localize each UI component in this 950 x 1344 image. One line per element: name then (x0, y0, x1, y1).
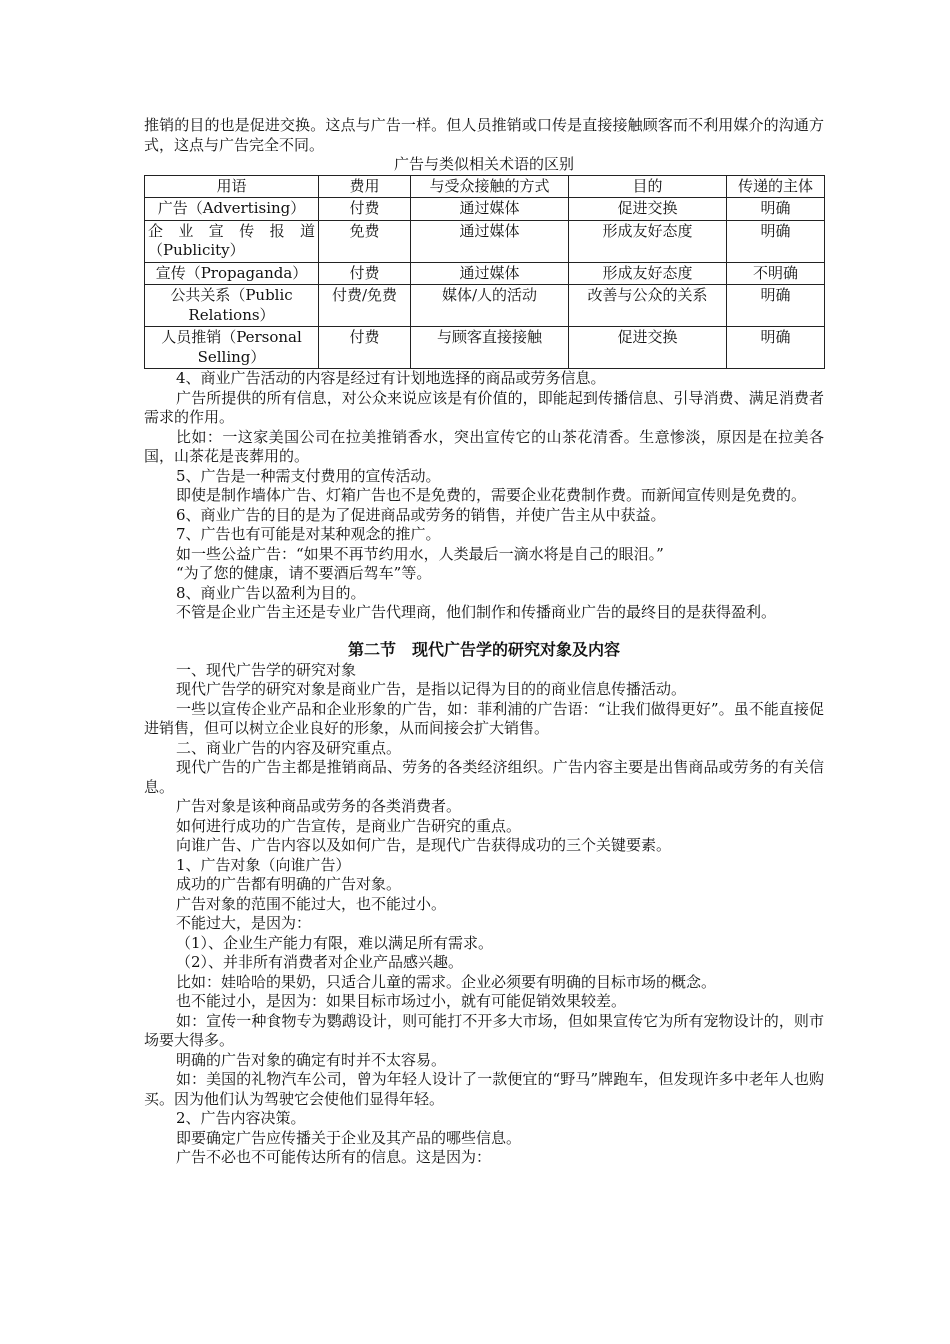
paragraph: 一些以宣传企业产品和企业形象的广告，如：菲利浦的广告语：“让我们做得更好”。虽不能直接促进销售，但可以树立企业良好的形象，从而间接会扩大销售。 (144, 699, 824, 737)
table-cell: 明确 (727, 198, 825, 221)
table-cell: 付费/免费 (319, 285, 411, 327)
paragraph: 广告所提供的所有信息，对公众来说应该是有价值的，即能起到传播信息、引导消费、满足消费者需求的作用。 (144, 388, 824, 426)
paragraph: “为了您的健康，请不要酒后驾车”等。 (176, 564, 432, 582)
header-cell-purpose: 目的 (569, 175, 727, 198)
table-cell: 明确 (727, 327, 825, 369)
table-cell: 付费 (319, 327, 411, 369)
table-row (145, 262, 825, 285)
table-row (145, 327, 825, 369)
paragraph: 一、现代广告学的研究对象 (176, 660, 357, 679)
table-cell: 免费 (319, 220, 411, 262)
table-cell: 与顾客直接接触 (411, 327, 569, 369)
header-cell-subject: 传递的主体 (727, 175, 825, 198)
paragraph: 现代广告的广告主都是推销商品、劳务的各类经济组织。广告内容主要是出售商品或劳务的有关信息。 (144, 758, 824, 796)
paragraph: 即要确定广告应传播关于企业及其产品的哪些信息。 (176, 1128, 522, 1147)
paragraph: 4、商业广告活动的内容是经过有计划地选择的商品或劳务信息。 (176, 369, 606, 387)
paragraph: 广告不必也不可能传达所有的信息。这是因为： (176, 1148, 492, 1166)
paragraph: 如：宣传一种食物专为鹦鹉设计，则可能打不开多大市场，但如果宣传它为所有宠物设计的，则市场要大得多。 (144, 1011, 824, 1049)
table-cell: 形成友好态度 (569, 220, 727, 262)
paragraph: （1）、企业生产能力有限，难以满足所有需求。 (176, 933, 494, 952)
paragraph: 6、商业广告的目的是为了促进商品或劳务的销售，并使广告主从中获益。 (176, 505, 666, 524)
paragraph: 8、商业广告以盈利为目的。 (176, 583, 366, 602)
table-cell: 宣传（Propaganda） (145, 262, 319, 285)
section-heading: 第二节 现代广告学的研究对象及内容 (347, 639, 620, 659)
paragraph: 现代广告学的研究对象是商业广告，是指以记得为目的的商业信息传播活动。 (176, 680, 687, 698)
paragraph: 5、广告是一种需支付费用的宣传活动。 (176, 466, 441, 485)
paragraph: 向谁广告、广告内容以及如何广告，是现代广告获得成功的三个关键要素。 (176, 836, 672, 854)
paragraph: 成功的广告都有明确的广告对象。 (176, 875, 402, 893)
header-cell-contact: 与受众接触的方式 (411, 175, 569, 198)
table-cell: 不明确 (727, 262, 825, 285)
table-cell: 明确 (727, 220, 825, 262)
paragraph: 也不能过小，是因为：如果目标市场过小，就有可能促销效果较差。 (176, 992, 627, 1010)
intro-paragraph: 推销的目的也是促进交换。这点与广告一样。但人员推销或口传是直接接触顾客而不利用媒介的沟通方式，这点与广告完全不同。 (144, 116, 824, 154)
table-row (145, 198, 825, 221)
header-cell-cost: 费用 (319, 175, 411, 198)
table-cell: 明确 (727, 285, 825, 327)
paragraph: 7、广告也有可能是对某种观念的推广。 (176, 525, 441, 543)
table-cell: 付费 (319, 262, 411, 285)
body-section-1 (144, 369, 824, 623)
paragraph: 比如：娃哈哈的果奶，只适合儿童的需求。企业必须要有明确的目标市场的概念。 (176, 972, 717, 991)
paragraph: 如：美国的礼物汽车公司，曾为年轻人设计了一款便宜的“野马”牌跑车，但发现许多中老年人也购买。因为他们认为驾驶它会使他们显得年轻。 (144, 1070, 824, 1108)
paragraph: （2）、并非所有消费者对企业产品感兴趣。 (176, 953, 464, 971)
paragraph: 不能过大，是因为： (176, 914, 312, 932)
table-cell: 付费 (319, 198, 411, 221)
table-cell: 通过媒体 (411, 198, 569, 221)
terms-comparison-table (144, 175, 825, 370)
table-caption: 广告与类似相关术语的区别 (393, 155, 574, 173)
table-cell: 通过媒体 (411, 262, 569, 285)
header-cell-term: 用语 (145, 175, 319, 198)
table-row (145, 285, 825, 327)
paragraph: 不管是企业广告主还是专业广告代理商，他们制作和传播商业广告的最终目的是获得盈利。 (176, 603, 777, 621)
paragraph: 明确的广告对象的确定有时并不太容易。 (176, 1050, 447, 1069)
paragraph: 广告对象的范围不能过大，也不能过小。 (176, 894, 447, 913)
paragraph: 二、商业广告的内容及研究重点。 (176, 738, 402, 757)
table-header-row (145, 175, 825, 198)
paragraph: 2、广告内容决策。 (176, 1109, 306, 1127)
table-cell: 公共关系（Public Relations） (145, 285, 319, 327)
paragraph: 即使是制作墙体广告、灯箱广告也不是免费的，需要企业花费制作费。而新闻宣传则是免费的。 (176, 486, 807, 504)
table-cell: 媒体/人的活动 (411, 285, 569, 327)
table-cell: 改善与公众的关系 (569, 285, 727, 327)
table-cell: 形成友好态度 (569, 262, 727, 285)
table-cell: 促进交换 (569, 198, 727, 221)
table-row (145, 220, 825, 262)
paragraph: 比如：一这家美国公司在拉美推销香水，突出宣传它的山茶花清香。生意惨淡，原因是在拉美各国，山茶花是丧葬用的。 (144, 427, 824, 465)
table-cell: 企业宣传报道（Publicity） (145, 220, 319, 262)
paragraph: 1、广告对象（向谁广告） (176, 855, 351, 874)
body-section-2 (144, 661, 824, 1168)
table-cell: 通过媒体 (411, 220, 569, 262)
table-cell: 广告（Advertising） (145, 198, 319, 221)
paragraph: 如一些公益广告：“如果不再节约用水，人类最后一滴水将是自己的眼泪。” (176, 544, 664, 563)
paragraph: 广告对象是该种商品或劳务的各类消费者。 (176, 797, 462, 815)
table-cell: 促进交换 (569, 327, 727, 369)
paragraph: 如何进行成功的广告宣传，是商业广告研究的重点。 (176, 816, 522, 835)
table-cell: 人员推销（Personal Selling） (145, 327, 319, 369)
document-page (144, 116, 824, 1168)
